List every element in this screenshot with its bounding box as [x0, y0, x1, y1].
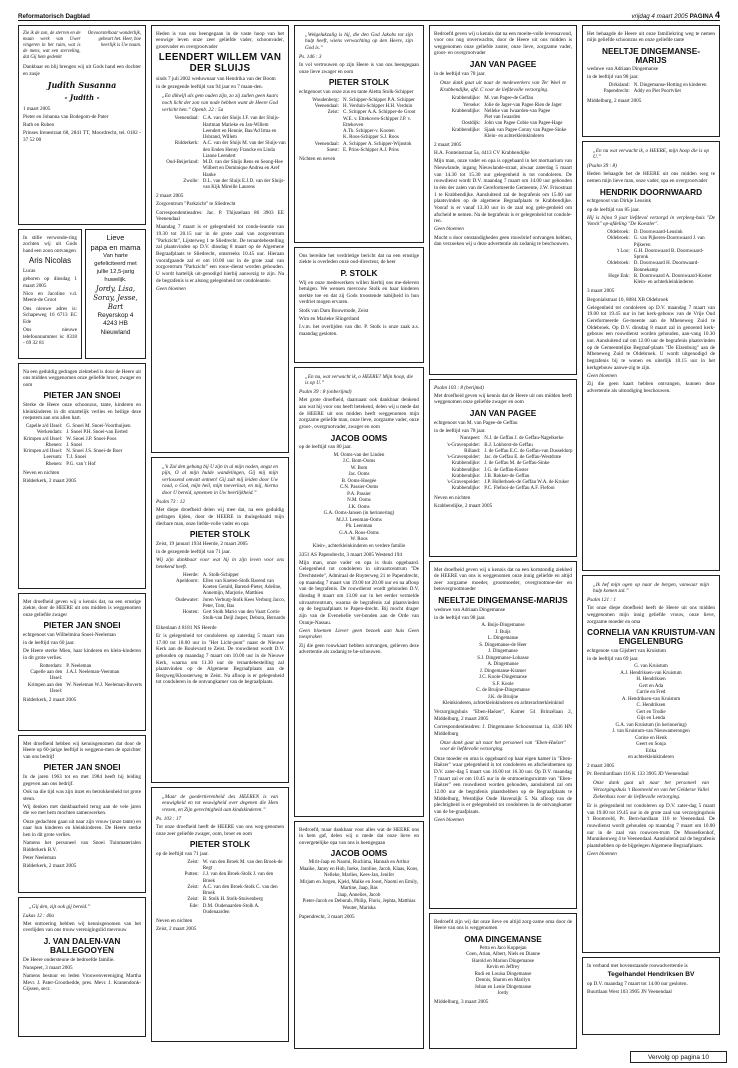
relatives-list — [23, 424, 141, 468]
relative-name: Mirit-Jaap en Naomi, Ruchima, Hannah en Arthur — [308, 860, 410, 866]
relative-name: A. Hendriksen-van Kruistum — [621, 696, 681, 702]
relatives-list — [299, 98, 419, 154]
relatives-list — [156, 573, 284, 623]
relative-names: W. Snoei J.P. Snoei-Poos — [66, 436, 117, 442]
column-4 — [429, 25, 577, 1053]
relative-names: J.J. van den Broek-Stolk J. van den Broek — [202, 872, 274, 884]
relative-names: D. Doornwaard H. Doornwaard-Bonnekamp — [633, 261, 699, 273]
relative-name: Ph. Leenman — [345, 524, 373, 530]
relative-names: N. Snoei J.S. Snoei-de Boer — [66, 449, 123, 455]
relative-name: G.A. Ooms-Jansen (in herinnering) — [323, 511, 395, 517]
relative-names: Addy en Piet Poortvliet — [633, 89, 681, 95]
relatives-list — [23, 664, 141, 695]
relative-name: C. de Bruijne-Dingemanse — [476, 688, 530, 694]
relative-name: S.J. Dingemanse-Lohasse — [477, 655, 529, 661]
obituary-jacob-ooms-2: Bedroefd, maar dankbaar voor alles wat de HEERE ons in hem gaf, delen wij u mede dat onze lieve en onvergetelijke opa van ons is heengegaan JACOB OOMS Mirit-Jaap en Naomi, Ruchima, Hannah en Arthur Maaike, Janny en Hub, Ineke, Jaroline, Jacob, Klaas, Koos, Nelleke, Marlies, Kees-Jan, Jenifer Mirjam en Jurgen, Kjeld, Maike en Joost, Naomi en Emily, Martine, Jaap, Bas Jaap, Annelies, Jacob Pieter-Jacob en Deborah, Philip, Floris, Jephta, Matthias Wouter, Mariska Papendrecht, 3 maart 2005 — [294, 821, 424, 1049]
relative-names: C.A. van der Sluijs J.F. van der Sluijs-Hartman Marieke en Jan-Willem Leendert en Hennie, Bas/Ad Irma en IJsbrand, Willem — [202, 116, 280, 141]
relative-names: B. Doornwaard A. Doornwaard-Koster — [633, 273, 712, 279]
relative-place: Heerde: — [182, 572, 199, 578]
relative-place — [434, 134, 482, 140]
relative-name: J.C. Bom-Ooms — [342, 459, 376, 465]
relative-name: J.K. de Bruijne — [487, 694, 519, 700]
relative-names: A.Th. Schipper-v. Kooten — [343, 129, 395, 135]
relative-name: Gert en Trudie — [636, 709, 666, 715]
relative-names: C. Schipper A.A. Schipper-de Groot — [343, 110, 416, 116]
relative-place: Krabbendijke: — [451, 473, 481, 479]
relative-names: J.G. de Geffau-Koster — [484, 467, 529, 473]
relative-place: Nunspeet: — [460, 436, 481, 442]
relative-names: Ellen van Koeten-Stolk Barend van Koeten Gerald, Barend-Pieter, Adeline, Annemijn, Marjorie, Matthieu — [202, 578, 282, 597]
relative-names: J.B. Rokker-de Geffau — [484, 473, 530, 479]
relative-name: Dennis, Sharon en Marilyn — [475, 978, 531, 984]
obituary-stolk-2: „Maar de goedertierenheid des HEEREN is van eeuwigheid en tot eeuwigheid over degenen die Hem vrezen, en Zijn gerechtigheid aan kindskinderen.” Ps. 103 : 17 Tot onze droefheid heeft de HEERE van ons weg-genomen onze zeer geliefde zwager, oom, broer en oom PIETER STOLK op de leeftijd van 71 jaar. Zeist: W. van den Broek M. van den Broek-de Regt Putten: J.J. van den Broek-Stolk J. van den Broek Zeist: A.C. van den Broek-Stolk C. van den Broek Zeist: B. Stolk H. Stolk-Stuivenberg Ede: D.M. Oudenaarden-Stolk A. Oudenaarden Neven en nichten Zeist, 2 maart 2005 — [151, 787, 289, 1042]
relative-name: Jordy — [497, 991, 509, 997]
relative-name: M. Ooms-van der Linden — [333, 452, 385, 458]
relative-place: Krabbendijke: — [451, 108, 481, 114]
obituary-jacob-ooms-1: „En nu, wat verwacht ik, o HEERE? Mijn hoop, die is op U.” Psalm 39 : 8 (onberijmd) Met grote droefheid, daarnaast ook dankbaar denkend aan wat hij voor ons heeft betekend, delen wij u mede dat de HEERE uit ons midden heeft weggenomen mijn zorgzame geliefde man, onze lieve, zorgzame vader, onze groot-, overgrootvader, zwager en oom JACOB OOMS op de leeftijd van 80 jaar. M. Ooms-van der Linden J.C. Bom-Ooms W. Bom Jac. Ooms B. Ooms-Hoegée C.N. Passier-Ooms P.A. Passier N.M. Ooms J.K. Ooms G.A. Ooms-Jansen (in herinnering) M.J.J. Leenman-Ooms Ph. Leenman G.A.A. Roos-Ooms W. Roos Klein-, achterkleinkinderen en verdere familie 3351 AS Papendrecht, 3 maart 2005 Westend 194 Mijn man, onze vader en opa is thuis opgebaard. Gelegenheid tot condoleren in uitvaartcentrum "De Drechtstede", Admiraal de Ruyterweg 21 te Papendrecht, op maandag 7 maart van 19.00 tot 20.00 uur en na afloop van de begrafenis. De rouwdienst wordt gehouden D.V. dinsdag 8 maart om 13.00 uur in het eerder vermelde uitvaartcentrum, waarna de begrafenis zal plaatsvinden op de begraafplaats te Papen-drecht. Bij mocht drager zijn van de Evenehelle ver-bonden aan de Orde van Oranje-Nassau. Geen bloemen Liever geen bezoek aan huis Geen toespraken Zij die geen rouwkaart hebben ontvangen, gelieven deze advertentie als zodanig te be-schouwen. — [294, 367, 424, 817]
handwritten-signatures: Jordy, Lisa, Soray, Jesse, Bart — [93, 284, 138, 311]
relatives-list — [156, 860, 284, 916]
birth-parents: Pieter en Johanna van Bodegom-de Pater — [23, 113, 109, 120]
relative-names: G. van Pijkeren-Doornwaard J. van Pijkeren — [633, 236, 705, 248]
relative-place: Ridderkerk: — [174, 141, 199, 147]
relative-names: John van Pagee Cobie van Pagee-Hage — [484, 121, 563, 127]
relative-names: J. Snoei — [66, 442, 83, 448]
relatives-names — [299, 860, 419, 912]
obituary-dingemanse-1: Met droefheid geven wij u kennis dat na een kortstondig ziekbed de HEERE van ons is weggenomen onze innig geliefde en altijd zeer zorgzame moeder, grootmoeder, overgrootmoe-der en betovergrootmoeder NEELTJE DINGEMANSE-MARIJS weduwe van Adriaan Dingemanse in de leeftijd van 98 jaar. A. Buijs-Dingemanse J. Buijs L. Dingemanse S. Dingemanse-de Heer J. Dingemanse S.J. Dingemanse-Lohasse A. Dingemanse J. Dingemanse-Kramer J.C. Koole-Dingemanse S.F. Koole C. de Bruijne-Dingemanse J.K. de Bruijne Kleinkinderen, achterkleinkinderen en achterachterkleinkind Verzorgingshuis "Eben-Haëzer", Kamer 54 Brinzélaan 2, Middelburg, 2 maart 2005 Correspondentieadres: J. Dingemanse Schoonstraat 1a, 4336 HN Middelburg Onze dank gaat uit naar het personeel van "Eben-Haëzer" voor de liefdevolle verzorging. Onze moeder en oma is opgebaard op haar eigen kamer in "Eben-Haëzer" waar gelegenheid is tot condoleren en afscheidnemen op D.V. zater-dag 5 maart van 16.00 tot 16.30 uur. Op D.V. maandag 7 maart zal er om 10.45 uur in de ontmoetingsruimte van "Eben-Haëzer" een rouwdienst worden gehouden, aansluitend zal om 12.00 uur de begrafenis plaatshebben op de Begraafplaats te Middelburg, Westdijke Oude Havenzijk 5. Na afloop van de plechtigheid is er gelegenheid tot condoleren in de ontvangkamer van de be-graafplaats. Geen bloemen — [429, 561, 577, 909]
relative-name: P.A. Passier — [347, 491, 371, 497]
relative-name: C.N. Passier-Ooms — [339, 485, 379, 491]
relative-place: Rilland: — [464, 448, 481, 454]
relative-place: Veenendaal: — [314, 141, 339, 147]
relative-names: W. van den Broek M. van den Broek-de Regt — [202, 859, 283, 872]
relative-names: T.J. Snoei — [66, 455, 87, 461]
relative-names: J. de Geffau E.C. de Geffau-van Dusseldorp — [484, 448, 573, 454]
birth-address: Prinses Irenestraat 68, 2841 TT, Moordrecht, tel. 0182 - 37 52 00 — [23, 130, 141, 143]
relative-names: Sjaak van Pagee Conny van Pagee-Sinke — [484, 127, 567, 133]
relative-name: Gijs en Lenda — [636, 716, 666, 722]
relative-name: Klein-, achterkleinkinderen en verdere familie — [312, 543, 406, 549]
relative-place: Krabbendijke: — [451, 486, 481, 492]
obituary-van-pagee-2: Psalm 103 : 8 (berijmd) Met droefheid geven wij kennis dat de Heere uit ons midden heeft weggenomen onze geliefde zwager en oom JAN VAN PAGEE echtgenoot van M. van Pagee-de Geffau in de leeftijd van 78 jaar. Nunspeet: N.J. de Geffau J. de Geffau-Nagelkerke 's-Gravenpolder: B.J. Lokhorst-de Geffau Rilland: J. de Geffau E.C. de Geffau-van Dusseldorp 's-Gravenpolder: Jac. de Geffau E. de Geffau-Westdrate Krabbendijke: J. de Geffau M. de Geffau-Sinke Krabbendijke: J.G. de Geffau-Koster Krabbendijke: J.B. Rokker-de Geffau 's-Gravenpolder: J.P. Hollerhoek-de Geffau W.A. de Kruker Krabbendijke: P.C. Flefooi-de Geffau A.F. Flefooi Neven en nichten Krabbendijke, 2 maart 2005 — [429, 379, 577, 557]
baby-name: Judith Susanna — [47, 80, 117, 91]
relative-name: Erika — [645, 748, 657, 754]
verse-left: Zie ik de zon, de sterren en de maan werk van Uwer vingeren in het ruim, wat is de mens, wat een sterveling, dat Gij hem gedenkt — [23, 30, 81, 60]
relative-names: Jolie de Jager-van Pagee Rien de Jager — [484, 102, 562, 108]
birth-thanks: Dankbaar en blij brengen wij uit Gods hand een dochter en zusje — [23, 64, 141, 77]
relative-name: L. Dingemanse — [487, 636, 519, 642]
relative-name: Pieter-Jacob en Deborah, Philip, Floris, Jephta, Matthias — [302, 899, 416, 905]
relatives-list — [156, 116, 284, 191]
obituary-van-dalen: „Gij den, zijt ook gij bereid.” Lukas 12 : 40a Met ontroering hebben wij kennisgenomen van het overlijden van ons trouw verenigingslid mevrouw J. VAN DALEN-VAN BALLEGOOYEN De Heere ondersteune de bedroefde familie. Nunspeet, 3 maart 2005 Namens bestuur en leden Vrouwenvereniging Martha Mevr. J. Pater-Groothedde, pres. Mevr. J. Kranendonk-Gijssen, secr. — [18, 897, 146, 1037]
birth-sibling: Ruth en Ruben — [23, 121, 55, 128]
relative-place: Rhenen: — [45, 461, 63, 467]
relative-name: Kevin en Jeffrey — [486, 965, 520, 971]
relatives-names — [434, 946, 572, 998]
relative-name: Geert en Sonja — [636, 742, 666, 748]
relative-name: en achterkleinkinderen — [628, 755, 674, 761]
relative-place: Yerseke: — [463, 102, 481, 108]
relative-names: B. Stolk H. Stolk-Stuivenberg — [202, 897, 263, 903]
relative-names: D. Doornwaard-Leusink — [633, 230, 683, 236]
relative-name: Wouter, Mariska — [342, 905, 376, 911]
relative-name: G.A. van Kruistum (in herinnering) — [615, 722, 687, 728]
obituary-dingemanse-2: Het behaagde de Heere uit onze familiekring weg te nemen mijn geliefde schoonzus en onze geliefde tante NEELTJE DINGEMANSE-MARIJS weduwe van Adriaan Dingemanse in de leeftijd van 98 jaar. Dirksland: N. Dingemanse-Hotting en kinderen Papendrecht: Addy en Piet Poortvliet Middelburg, 2 maart 2005 — [582, 25, 720, 137]
relative-names: Piet van Iwaarden — [484, 115, 521, 121]
verse-right: Onvoorstelbaar wonderlijk, gebeurt het. Heer, hoe heerlijk is Uw naam. — [87, 30, 141, 48]
relative-place: Putten: — [184, 872, 199, 878]
relative-place: Capelle aan den IJssel: — [30, 670, 63, 682]
relative-place: Veenendaal: — [314, 104, 339, 110]
relative-names: Nelleke van Iwaarden-van Pagee — [484, 108, 551, 114]
relative-name: Coen, Arian, Albert, Niels en Dianne — [466, 952, 540, 958]
relative-place: Krabbendijke: — [451, 467, 481, 473]
relative-name: J. Dingemanse — [488, 649, 518, 655]
relative-name: Petra en Jaco Koppejan — [479, 945, 527, 951]
relative-place: Zeist: — [187, 884, 199, 890]
relative-name: Jac. Ooms — [348, 472, 370, 478]
page-date: vrijdag 4 maart 2005 PAGINA 4 — [631, 10, 720, 20]
relative-name: J. Buijs — [495, 629, 511, 635]
relative-name: Kleinkinderen, achterkleinkinderen en achterachterkleinkind — [442, 701, 564, 707]
relative-names: P.G. van 't Hof — [66, 461, 96, 467]
relative-name: S. Dingemanse-de Heer — [479, 642, 527, 648]
relative-place: Apeldoorn: — [176, 578, 199, 584]
relative-name: H. Hendriksen — [636, 677, 666, 683]
relative-name: Carrie en Fred — [636, 690, 666, 696]
relative-names: Jac. de Geffau E. de Geffau-Westdrate — [484, 455, 562, 461]
relative-place: Krabbendijke: — [451, 461, 481, 467]
relative-place: Zeist: — [187, 897, 199, 903]
relative-name: A.J. Hendriksen-van Kruistum — [620, 670, 682, 676]
obituary-stolk-3: „Welgelukzalig is hij, die den God Jakobs tot zijn hulp heeft, wiens verwachting op den Heere, zijn God is.” Ps. 146 : 3 In vol vertrouwen op zijn Heere is van ons heengegaan onze lieve zwager en oom PIETER STOLK echtgenoot van onze zus en tante Aletta Stolk-Schipper Woudenberg: N. Schipper-Schipper P.A. Schipper Veenendaal: H. Verduin-Schipper H.H. Verduin Zeist: C. Schipper A.A. Schipper-de Groot W.E. v. Ettekoven-Schipper J.P. v. Ettekoven A.Th. Schipper-v. Kooten K. Roos-Schipper S.J. Roos Veenendaal: A. Schipper A. Schipper-Wijnstok Soest: E. Prins-Schipper A.J. Prins Nichten en neven — [294, 25, 424, 243]
relative-name: G.A.A. Roos-Ooms — [339, 530, 379, 536]
relative-place: Rotterdam: — [39, 663, 63, 669]
relative-place: Oudewater: — [175, 597, 199, 603]
relative-name: J. Dingemanse-Kramer — [479, 668, 527, 674]
baby-nickname: - Judith - — [64, 92, 100, 102]
relative-names: P.C. Flefooi-de Geffau A.F. Flefooi — [484, 486, 555, 492]
relative-place: 's-Gravenpolder: — [446, 455, 481, 461]
relative-place — [587, 280, 632, 286]
relative-name: A. Dingemanse — [487, 662, 519, 668]
relative-place: 's-Gravenpolder: — [446, 480, 481, 486]
relatives-names — [299, 453, 419, 551]
relative-names: Joren Verburg-Stolk Kees Verburg Jacco, Peter, Tom, Bas — [202, 597, 286, 609]
relative-name: Maaike, Janny en Hub, Ineke, Jaroline, Jacob, Klaas, Koos, Nelleke, Marlies, Kees-Jan, Jenifer — [299, 866, 419, 879]
relative-names: D.L. van der Sluijs E.J.D. van der Sluijs-van Kijk Mireille Laurens — [202, 178, 285, 191]
relatives-list — [587, 83, 715, 96]
relative-names: J.P. Hollerhoek-de Geffau W.A. de Kruker — [484, 480, 570, 486]
column-5 — [582, 25, 720, 1049]
relative-name: G. van Kruistum — [634, 664, 668, 670]
relative-names: A. Stolk-Schipper — [202, 572, 239, 578]
relative-place: Zeist: — [327, 110, 339, 116]
relative-names: A.C. van der Sluijs M. van der Sluijs-van den Enden Henny Francke en Linda Lianne Leendert — [202, 141, 286, 159]
relative-place: Krabbendijke: — [451, 96, 481, 102]
relative-names: N. Schipper-Schipper P.A. Schipper — [343, 97, 415, 103]
relative-names: Gert Stolk Mario van den Vaart Corrie Stolk-van Deijl Jasper, Debora, Bernardo — [202, 610, 286, 622]
relative-name: Mirjam en Jurgen, Kjeld, Maike en Joost, Naomi en Emily, Martine, Jaap, Bas — [299, 879, 419, 892]
obituary-snoei-2: Met droefheid geven wij u kennis dat, na een ernstige ziekte, door de HEERE uit ons midden is weggenomen onze geliefde zwager PIETER JAN SNOEI echtgenoot van Wilhelmina Snoei-Neeleman in de leeftijd van 60 jaar. De Heere sterke Mien, haar kinderen en klein-kinderen in dit grote verlies. Rotterdam: P. Neeleman Capelle aan den IJssel: J.A.J. Neeleman-Veenman Krimpen aan den IJssel: W. Neeleman W.J. Neeleman-Roverts Ridderkerk, 2 maart 2005 — [18, 593, 146, 731]
relative-name: Corine en Henk — [635, 735, 667, 741]
relative-names: W. Neeleman W.J. Neeleman-Roverts — [66, 682, 142, 688]
obituary-snoei-3: Met droefheid hebben wij kennisgenomen dat door de Heere op 60-jarige leeftijd is weggeno-men de opzichter van ons bedrijf PIETER JAN SNOEI In de jaren 1963 tot en met 1984 heeft hij leiding gegeven aan ons bedrijf. Ook na die tijd was zijn inzet en betrokkenheid tot grote steun. Wij denken met dankbaarheid terug aan de vele jaren die we met hem mochten samenwerken. Onze gedachten gaan uit naar zijn vrouw (onze tante) en naar hun kinderen en kleinkinderen. De Heere sterke hen in dit grote verlies. Namens het personeel van Snoei Tuinmaterialen Ridderkerk B.V. Peter Neeleman Ridderkerk, 2 maart 2005 — [18, 735, 146, 893]
relative-name: Harold en Marion Dingemanse — [471, 958, 535, 964]
relative-name: J. van Kruistum-van Nieuwamerongen — [612, 729, 690, 735]
relative-place: Werkendam: — [36, 430, 63, 436]
relative-place: Rhenen: — [45, 442, 63, 448]
obituary-p-stolk: Ons bereikte het verdrietige bericht dat na een ernstige ziekte is overleden onze oud-directeur, de heer P. STOLK Wij en onze medewerkers willen hierbij ons me-deleven betuigen. We wensen mevrouw Stolk en haar kinderen sterkte toe en dat zij Gods troostende nabijheid in hun verdriet mogen ervaren. Stolk van Dam Bouwmode, Zeist Wim en Marieke Slingerland I.v.m. het overlijden van dhr. P. Stolk is onze zaak a.s. maandag gesloten. — [294, 247, 424, 363]
relative-names: Klein- en achterkleinkinderen — [484, 133, 544, 139]
relative-name: C. Hendriksen — [636, 703, 666, 709]
relative-names: P. Neeleman — [66, 663, 92, 669]
relative-place: Oostdijk: — [461, 121, 481, 127]
relative-place: Dirksland: — [608, 83, 630, 89]
obituary-oma-dingemanse: Bedroefd zijn wij dat onze lieve en altijd zorg-zame oma door de Heere van ons is weggenomen OMA DINGEMANSE Petra en Jaco Koppejan Coen, Arian, Albert, Niels en Dianne Harold en Marion Dingemanse Kevin en Jeffrey Rudi en Louisa Dingemanse Dennis, Sharon en Marilyn Johan en Lenie Dingemanse Jordy Middelburg, 3 maart 2005 — [429, 913, 577, 1049]
relative-place: Ede: — [189, 903, 199, 909]
relative-names: B.J. Lokhorst-de Geffau — [484, 442, 533, 448]
relative-name: N.M. Ooms — [347, 498, 371, 504]
relatives-names — [434, 623, 572, 708]
relative-place: Leersum: — [43, 455, 63, 461]
relative-place: Krimpen a/d IJssel: — [23, 436, 63, 442]
relative-names: J.A.J. Neeleman-Veenman — [66, 670, 120, 676]
relative-place: Papendrecht: — [603, 89, 630, 95]
relative-place: Krimpen aan den IJssel: — [27, 682, 63, 694]
relative-names: J. Snoei P.H. Snoei-van Eerted — [66, 430, 128, 436]
relatives-list — [434, 96, 572, 140]
obituary-snoei-1: Na een geduldig gedragen ziektebed is door de Heere uit ons midden weggenomen onze geliefde broer, zwager en oom PIETER JAN SNOEI Sterke de Heere onze schoonzus, tante, kinderen en kleinkinderen in dit smartelijk verlies en heilige deze roepstem aan ons allen hart. Capelle a/d IJssel: G. Snoei M. Snoei-Voorthuijsen Werkendam: J. Snoei P.H. Snoei-van Eerted Krimpen a/d IJssel: W. Snoei J.P. Snoei-Poos Rhenen: J. Snoei Krimpen a/d IJssel: N. Snoei J.S. Snoei-de Boer Leersum: T.J. Snoei Rhenen: P.G. van 't Hof Neven en nichten Ridderkerk, 2 maart 2005 — [18, 363, 146, 589]
relative-names: M. van Pagee-de Geffau — [484, 96, 534, 102]
relative-place: Oldebroek: — [607, 236, 630, 242]
relative-place: Soest: — [326, 147, 339, 153]
relative-name: J.K. Ooms — [348, 504, 370, 510]
column-3 — [294, 25, 424, 1053]
relative-name: A. Buijs-Dingemanse — [481, 623, 525, 629]
obituary-van-kruistum: „Ik hef mijn ogen op naar de bergen, vanwaar mijn hulp komen zal.” Psalm 121 : 1 Tot onze diepe droefheid heeft de Heere uit ons midden weggenomen mijn innig geliefde vrouw, onze lieve, zorgzame moeder en oma CORNELIA VAN KRUISTUM-VAN ENGELENBURG echtgenote van Gijsbert van Kruistum in de leeftijd van 69 jaar. G. van Kruistum A.J. Hendriksen-van Kruistum H. Hendriksen Gert en Ada Carrie en Fred A. Hendriksen-van Kruistum C. Hendriksen Gert en Trudie Gijs en Lenda G.A. van Kruistum (in herinnering) J. van Kruistum-van Nieuwamerongen Corine en Henk Geert en Sonja Erika en achterkleinkinderen 2 maart 2005 Pr. Bernhardlaan 116 K 133 3905 JD Veenendaal Onze dank gaat uit naar het personeel van Verzorgingshuis 't Boomveld en van het Gelderse Vallei Ziekenhuis voor de liefdevolle verzorging. Er is gelegenheid tot condoleren op D.V. zater-dag 5 maart van 19.00 tot 19.45 uur in de grote zaal van verzorgingshuis 't Boomveld, Pr. Bern-hardlaan 116 te Veenendaal. De rouwdienst wordt gehouden op maandag 7 maart om 10.00 uur in de zaal van rouwcen-trum De Musselkenhof, Munnikenweg 4 te Veenendaal. Aansluitend zal de begrafenis plaatshebben op de bijgelegen Algemene Begraafplaats. Geen bloemen — [582, 575, 720, 953]
relative-names: K. Roos-Schipper S.J. Roos — [343, 135, 399, 141]
relative-name: M.J.J. Leenman-Ooms — [336, 517, 382, 523]
relative-names: H. Verduin-Schipper H.H. Verduin — [343, 104, 413, 110]
birth-date: 1 maart 2005 — [23, 105, 51, 112]
page-header — [18, 6, 720, 20]
relative-place — [299, 117, 341, 130]
relative-name: S.F. Koole — [492, 681, 514, 687]
relative-place: Krimpen a/d IJssel: — [23, 449, 63, 455]
obituary-doornwaard: „En nu wat verwacht ik, o HEERE, mijn hoop die is op U.” (Psalm 39 : 8) Heden behaagde het de HEERE uit ons midden weg te nemen mijn lieve man, onze vader, opa en overgrootvader HENDRIK DOORNWAARD echtgenoot van Dirkje Leusink op de leeftijd van 85 jaar. Hij is bijna 9 jaar liefdevol verzorgd in verpleeg-huis "De Vonck" op-afdeling "De Koestler". Oldebroek: D. Doornwaard-Leusink Oldebroek: G. van Pijkeren-Doornwaard J. van Pijkeren 't Loo: G.H. Doornwaard B. Doornwaard-Spronk Oldebroek: D. Doornwaard H. Doornwaard-Bonnekamp Hoge Enk: B. Doornwaard A. Doornwaard-Koster Klein- en achterkleinkinderen 3 maart 2005 Begonialstraat 10, 8084 XB Oldebroek Gelegenheid tot condoleren op D.V. maandag 7 maart van 19.00 tot 19.45 uur in het kerk-gebouw van de Vrije Oud Gereformeerde Ge-meente aan de Mheneweg Zuid te Oldebroek. Op D.V. dinsdag 8 maart zal in genoemd kerk-gebouw een rouwdienst worden gehouden, aan-vang 10.30 uur. Aansluitend zal om 12.00 uur de begrafenis plaatsvinden op de Gemeentelijke Begraaf-plaats "De Elzenburg" aan de Mheneweg Zuid te Oldebroek. U wordt uitgenodigd de begrafenis bij te wonen en uiterlijk 10.15 uur in het kerkgebouw aanwe-zig te zijn. Geen bloemen Zij die geen kaart hebben ontvangen, kunnen deze advertentie als uitnodiging beschouwen. — [582, 141, 720, 571]
relative-place: Zeist: — [187, 859, 199, 865]
relative-names: J. de Geffau M. de Geffau-Sinke — [484, 461, 550, 467]
relatives-list — [434, 436, 572, 492]
business-closure-notice: In verband met bovenstaande rouwadvertentie is Tegelhandel Hendriksen BV op D.V. maandag 7 maart tot 14.00 uur gesloten. Buurtlaan West 103 3905 JN Veenendaal — [582, 957, 720, 1035]
relative-name: W. Bom — [350, 465, 368, 471]
relative-names: N.J. de Geffau J. de Geffau-Nagelkerke — [484, 436, 564, 442]
relative-names: A.C. van den Broek-Stolk C. van den Broek — [202, 884, 278, 897]
relative-name: Johan en Lenie Dingemanse — [474, 984, 532, 990]
relative-place: Zwolle: — [183, 178, 199, 184]
deceased-name: PIETER JAN SNOEI — [43, 390, 121, 401]
relative-names: A. Schipper A. Schipper-Wijnstok — [343, 141, 412, 147]
relative-names: G. Snoei M. Snoei-Voorthuijsen — [66, 424, 131, 430]
column-1 — [18, 25, 146, 1053]
birth-announcement-judith — [18, 25, 146, 225]
newspaper-name: Reformatorisch Dagblad — [18, 13, 90, 20]
relative-place: Oldebroek: — [607, 230, 630, 236]
relative-names: D.M. Oudenaarden-Stolk A. Oudenaarden — [202, 903, 260, 915]
relatives-list — [587, 230, 715, 286]
relative-place: Hoge Enk: — [608, 273, 630, 279]
continued-on-page-label: Vervolg op pagina 10 — [630, 1051, 727, 1063]
header-rule — [18, 20, 720, 21]
deceased-name: LEENDERT WILLEM VAN DER SLUIJS — [158, 52, 282, 74]
obituary-van-der-sluijs: Heden is van ons heengegaan in de vaste hoop van het eeuwige leven onze zeer geliefde vader, schoonvader, grootvader en overgrootvader LEENDERT WILLEM VAN DER SLUIJS sinds 7 juli 2002 weduwnaar van Hendrika van der Boom in de gezegende leeftijd van 94 jaar en 7 maan-den. „En dikwijl als gem ouden zijn, zo zij zullen geen kaars noch licht der zon van node hebben want de Heere God verlicht hen.” Openb. 22 : 5a Veenendaal: C.A. van der Sluijs J.F. van der Sluijs-Hartman Marieke en Jan-Willem Leendert en Hennie, Bas/Ad Irma en IJsbrand, Willem Ridderkerk: A.C. van der Sluijs M. van der Sluijs-van den Enden Henny Francke en Linda Lianne Leendert Oud-Beijerland: M.D. van der Sluijs Rens en Seong-Hee Wilbert en Dominique Andrea en Aref Hanke Zwolle: D.L. van der Sluijs E.J.D. van der Sluijs-van Kijk Mireille Laurens 2 maart 2005 Zorgcentrum "Parkzicht" te Sliedrecht Correspondentieadres: Jac. P. Thijsselaan 86 3903 EE Veenendaal Maandag 7 maart is er gelegenheid tot condo-leantie van 19.30 tot 20.15 uur in de grote zaal van zorgcentrum "Parkzicht", Lijsterweg 1 te Sliedrecht. De teraardebestelling zal plaatsvinden op D.V. dinsdag 8 maart op de Algemene Begraafplaats te Sliedrecht, omstreeks 10.45 uur. Hieraan voorafgaande zal er om 10.00 uur in de grote zaal van zorgcentrum "Parkzicht" een rouw-dienst worden gehouden. U wordt hartelijk uit-genodigd hierbij aanwezig te zijn. Na de begrafenis is er alsnog gelegenheid tot condoleantie. Geen bloemen — [151, 25, 289, 453]
relative-name: B. Ooms-Hoegée — [341, 478, 377, 484]
relative-place: Oud-Beijerland: — [166, 160, 199, 166]
relative-place: 's-Gravenpolder: — [446, 442, 481, 448]
relative-names: W.E. v. Ettekoven-Schipper J.P. v. Ettekoven — [343, 116, 412, 128]
relative-name: W. Roos — [350, 537, 368, 543]
aris-name: Aris Nicolas — [28, 256, 72, 266]
relative-names: E. Prins-Schipper A.J. Prins — [343, 147, 399, 153]
column-2 — [151, 25, 289, 1053]
relative-place: Houten: — [182, 610, 199, 616]
relative-place: Krabbendijke: — [451, 127, 481, 133]
relative-place: 't Loo: — [616, 248, 630, 254]
relative-place: Woudenberg: — [312, 97, 339, 103]
relative-name: Jaap, Annelies, Jacob — [337, 892, 381, 898]
obituary-van-pagee-1: Bedroefd geven wij u kennis dat na een moeite-volle levensavond, voor ons nog onverwachts, door de Heere uit ons midden is weggenomen onze geliefde zuster, onze lieve, zorgzame vader, groot- en overgrootvader JAN VAN PAGEE in de leeftijd van 78 jaar. Onze dank gaat uit naar de medewerkers van Ter Weel te Krabbendijke, afd. C voor de liefdevolle verzorging. Krabbendijke: M. van Pagee-de Geffau Yerseke: Jolie de Jager-van Pagee Rien de Jager Krabbendijke: Nelleke van Iwaarden-van Pagee Piet van Iwaarden Oostdijk: John van Pagee Cobie van Pagee-Hage Krabbendijke: Sjaak van Pagee Conny van Pagee-Sinke Klein- en achterkleinkinderen 2 maart 2005 H.A. Fonteinstraat 5a, 4413 CV Krabbendijke Mijn man, onze vader en opa is opgebaard in het mortuarium van Nieuwlande, ingang Nieuwlande-straat, alwaar zaterdag 5 maart van 14.30 tot 15.30 uur gelegenheid is tot condoleren. De rouwdienst wordt D.V. maandag 7 maart om 14.00 uur gehouden in één der zalen van de Gereformeerde Gemeente, J.W. Frisostraat 1 te Krabbendijke. Aansluitend zal de begrafenis om 15.00 uur plaatsvinden op de algemene Begraafplaats te Krabbendijke. Vooraf is er vanaf 13.30 uur in de zaal nog gele-genheid om afscheid te nemen. Na de begrafenis is er gelegenheid tot condole-ren. Geen bloemen Mocht u door omstandigheden geen rouwbrief ontvangen hebben, dan verzoeken wij u deze advertentie als zodanig te beschouwen. — [429, 25, 577, 375]
relative-name: Rudi en Louisa Dingemanse — [474, 971, 532, 977]
relative-place: Veenendaal: — [174, 116, 199, 122]
relative-name: Gert en Ada — [638, 683, 664, 689]
relative-names: G.H. Doornwaard B. Doornwaard-Spronk — [633, 248, 704, 261]
relative-name: J.C. Koole-Dingemanse — [479, 675, 527, 681]
relative-names: N. Dingemanse-Hotting en kinderen — [633, 83, 707, 89]
relative-names: Klein- en achterkleinkinderen — [633, 280, 694, 286]
anniversary-card: Lieve papa en mama Van harte gefeliciteerd met jullie 12,5-jarig huwelijk. Jordy, Lisa, Soray, Jesse, Bart Reyerskop 4 4243 HB Nieuwland — [85, 229, 146, 359]
relatives-names — [587, 664, 715, 762]
birth-announcement-aris: In stille verwonde-ring zochten wij uit Gods hand een zoon ontvangen Aris Nicolas Lucas geboren op dinsdag 1 maart 2005 Nico en Jacoline v.d. Meent-de Groot Ons nieuwe adres is: Schapeweg 16 6713 EC Ede Ons nieuwe telefoonnummer is: 0318 - 69 32 81 — [18, 229, 82, 359]
relative-place: Oldebroek: — [607, 261, 630, 267]
relative-place: Capelle a/d IJssel: — [25, 424, 63, 430]
obituary-stolk-1: „'k Zal den gebang bij U zijn in al mijn noden, angst en pijn, O al mijn hulde wandelingen, Gij mij mijn verlossend omvatt ontnen! Gij zult mij leiden door Uw raad, o God, mijn heil, mijn toeverlaat, en mij, hierna door U bereid, opnemen in Uw heerlijkheid.” Psalm 73 : 12 Met diepe droefheid delen wij mee dat, na een geduldig gedragen lijden, door de HEERE in thuisgehaald mijn dierbare man, onze liefde-volle vader en opa PIETER STOLK Zeist, 19 januari 1934 Heerde, 2 maart 2005 in de gezegende leeftijd van 71 jaar. Wij zijn dankbaar voor wat hij in zijn leven voor ons betekend heeft. Heerde: A. Stolk-Schipper Apeldoorn: Ellen van Koeten-Stolk Barend van Koeten Gerald, Barend-Pieter, Adeline, Annemijn, Marjorie, Matthieu Oudewater: Joren Verburg-Stolk Kees Verburg Jacco, Peter, Tom, Bas Houten: Gert Stolk Mario van den Vaart Corrie Stolk-van Deijl Jasper, Debora, Bernardo Eikenlaan 4 8181 NS Heerde Er is gelegenheid tot condoleren op zaterdag 5 maart van 17.00 tot 18.00 uur in "Het Licht-punt" naast de Nieuwe Kerk aan de Boulevard te Zeist. De rouwdienst wordt D.V. gehouden op maandag 7 maart om 10.00 uur in de Nieuwe Kerk, waarna om 11.30 uur de teraardebestelling zal plaatsvinden op de Algemene Begraafplaats aan de Bergweg/Kloosterweg te Zeist. Na afloop is er gelegenheid tot condoleren in de ontvangkamer van de begraafplaats. — [151, 457, 289, 783]
relative-names: M.D. van der Sluijs Rens en Seong-Hee Wilbert en Dominique Andrea en Aref Hanke — [202, 160, 283, 178]
